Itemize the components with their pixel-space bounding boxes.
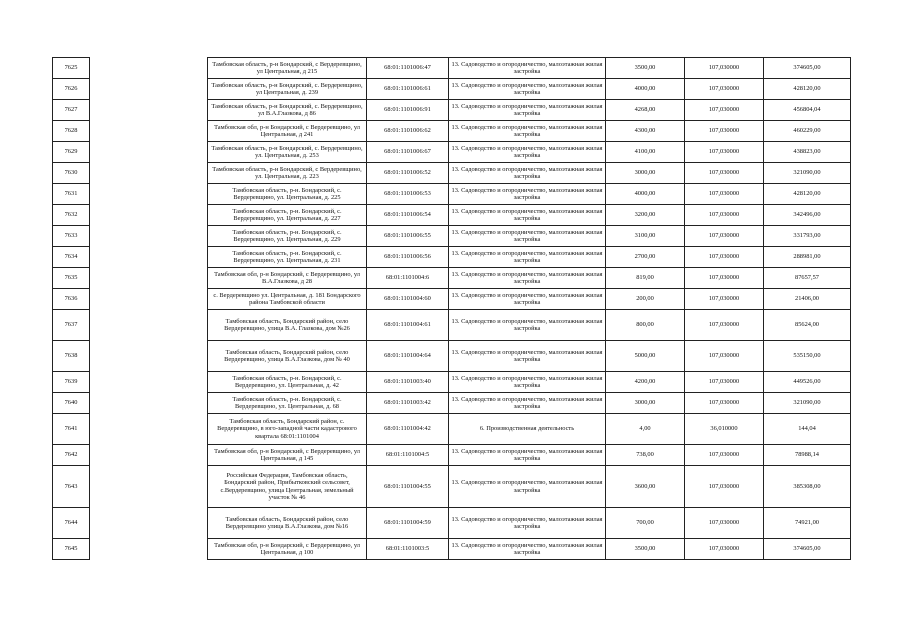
row-number: 7635 [53, 268, 90, 289]
cadastral-value-cell: 428120,00 [764, 184, 851, 205]
address-cell: Российская Федерация, Тамбовская область, Бондарский район, Прибытковский сельсовет, с.Вердеревщино, улица Центральная, земельный участок № 46 [208, 466, 367, 508]
area-cell: 3000,00 [606, 393, 685, 414]
address-cell: Тамбовская область, Бондарский район, село Вердеревщино, улица В.А. Глазкова, дом №26 [208, 310, 367, 341]
specific-value-cell: 107,030000 [685, 341, 764, 372]
table-row [53, 79, 851, 100]
table-row [53, 508, 851, 539]
cadastral-number-cell: 68:01:1101006:61 [367, 79, 449, 100]
cadastral-value-cell: 74921,00 [764, 508, 851, 539]
area-cell: 3000,00 [606, 163, 685, 184]
land-use-cell: 13. Садоводство и огородничество, малоэтажная жилая застройка [449, 289, 606, 310]
address-cell: Тамбовская область, Бондарский район, с. Вердеревщино, в юго-западной части кадастрового квартала 68:01:1101004 [208, 414, 367, 445]
area-cell: 200,00 [606, 289, 685, 310]
row-number: 7639 [53, 372, 90, 393]
cadastral-value-cell: 144,04 [764, 414, 851, 445]
table-row [53, 310, 851, 341]
table-row [53, 466, 851, 508]
row-number: 7645 [53, 539, 90, 560]
address-cell: Тамбовская обл, р-н Бондарский, с Вердеревщино, ул Центральная, д 145 [208, 445, 367, 466]
cadastral-value-cell: 428120,00 [764, 79, 851, 100]
address-cell: Тамбовская область, Бондарский район, село Вердеревщино, улица В.А.Глазкова, дом № 40 [208, 341, 367, 372]
land-use-cell: 13. Садоводство и огородничество, малоэтажная жилая застройка [449, 100, 606, 121]
specific-value-cell: 107,030000 [685, 205, 764, 226]
land-use-cell: 13. Садоводство и огородничество, малоэтажная жилая застройка [449, 268, 606, 289]
cadastral-value-table [52, 57, 851, 560]
land-use-cell: 13. Садоводство и огородничество, малоэтажная жилая застройка [449, 163, 606, 184]
specific-value-cell: 107,030000 [685, 508, 764, 539]
row-number: 7625 [53, 58, 90, 79]
cadastral-value-cell: 374605,00 [764, 539, 851, 560]
cadastral-number-cell: 68:01:1101006:91 [367, 100, 449, 121]
area-cell: 700,00 [606, 508, 685, 539]
land-use-cell: 13. Садоводство и огородничество, малоэтажная жилая застройка [449, 205, 606, 226]
row-number: 7644 [53, 508, 90, 539]
cadastral-value-cell: 321090,00 [764, 163, 851, 184]
cadastral-value-cell: 438823,00 [764, 142, 851, 163]
address-cell: Тамбовская область, р-н Бондарский, с. Вердеревщино, ул Центральная, д. 239 [208, 79, 367, 100]
land-use-cell: 13. Садоводство и огородничество, малоэтажная жилая застройка [449, 372, 606, 393]
table-row [53, 58, 851, 79]
specific-value-cell: 107,030000 [685, 372, 764, 393]
land-use-cell: 13. Садоводство и огородничество, малоэтажная жилая застройка [449, 184, 606, 205]
row-number: 7643 [53, 466, 90, 508]
row-number: 7642 [53, 445, 90, 466]
specific-value-cell: 107,030000 [685, 142, 764, 163]
cadastral-value-cell: 85624,00 [764, 310, 851, 341]
spacer-cell [90, 445, 208, 466]
address-cell: Тамбовская область, р-н Бондарский, с Вердеревщино, ул. Центральная, д. 223 [208, 163, 367, 184]
area-cell: 5000,00 [606, 341, 685, 372]
row-number: 7640 [53, 393, 90, 414]
cadastral-number-cell: 68:01:1101004:64 [367, 341, 449, 372]
land-use-cell: 13. Садоводство и огородничество, малоэтажная жилая застройка [449, 247, 606, 268]
spacer-cell [90, 100, 208, 121]
spacer-cell [90, 414, 208, 445]
spacer-cell [90, 372, 208, 393]
area-cell: 4268,00 [606, 100, 685, 121]
specific-value-cell: 107,030000 [685, 163, 764, 184]
row-number: 7631 [53, 184, 90, 205]
table-row [53, 205, 851, 226]
area-cell: 819,00 [606, 268, 685, 289]
spacer-cell [90, 393, 208, 414]
area-cell: 4000,00 [606, 79, 685, 100]
address-cell: Тамбовская область, р-н. Бондарский, с. Вердеревщино, ул. Центральная, д. 68 [208, 393, 367, 414]
cadastral-value-cell: 288981,00 [764, 247, 851, 268]
specific-value-cell: 107,030000 [685, 393, 764, 414]
cadastral-number-cell: 68:01:1101006:56 [367, 247, 449, 268]
cadastral-number-cell: 68:01:1101006:55 [367, 226, 449, 247]
specific-value-cell: 107,030000 [685, 289, 764, 310]
address-cell: Тамбовская область, р-н. Бондарский, с. Вердеревщино, ул. Центральная, д. 227 [208, 205, 367, 226]
spacer-cell [90, 205, 208, 226]
area-cell: 4,00 [606, 414, 685, 445]
land-use-cell: 13. Садоводство и огородничество, малоэтажная жилая застройка [449, 539, 606, 560]
spacer-cell [90, 341, 208, 372]
specific-value-cell: 107,030000 [685, 100, 764, 121]
spacer-cell [90, 289, 208, 310]
cadastral-value-cell: 78988,14 [764, 445, 851, 466]
land-use-cell: 13. Садоводство и огородничество, малоэтажная жилая застройка [449, 466, 606, 508]
address-cell: Тамбовская область, р-н. Бондарский, с. Вердеревщино, ул. Центральная, д. 229 [208, 226, 367, 247]
cadastral-number-cell: 68:01:1101004:6 [367, 268, 449, 289]
specific-value-cell: 107,030000 [685, 539, 764, 560]
cadastral-number-cell: 68:01:1101006:62 [367, 121, 449, 142]
cadastral-number-cell: 68:01:1101006:53 [367, 184, 449, 205]
spacer-cell [90, 79, 208, 100]
cadastral-value-cell: 449526,00 [764, 372, 851, 393]
specific-value-cell: 36,010000 [685, 414, 764, 445]
specific-value-cell: 107,030000 [685, 268, 764, 289]
area-cell: 4300,00 [606, 121, 685, 142]
specific-value-cell: 107,030000 [685, 58, 764, 79]
cadastral-value-cell: 460229,00 [764, 121, 851, 142]
address-cell: Тамбовская область, Бондарский район, село Вердеревщино улица В.А.Глазкова, дом №16 [208, 508, 367, 539]
cadastral-number-cell: 68:01:1101004:55 [367, 466, 449, 508]
spacer-cell [90, 268, 208, 289]
specific-value-cell: 107,030000 [685, 310, 764, 341]
spacer-cell [90, 466, 208, 508]
area-cell: 800,00 [606, 310, 685, 341]
address-cell: Тамбовская область, р-н Бондарский, с. Вердеревщино, ул В.А.Глазкова, д 86 [208, 100, 367, 121]
row-number: 7626 [53, 79, 90, 100]
area-cell: 4000,00 [606, 184, 685, 205]
spacer-cell [90, 184, 208, 205]
address-cell: Тамбовская обл, р-н Бондарский, с Вердеревщино, ул В.А.Глазкова, д 28 [208, 268, 367, 289]
spacer-cell [90, 310, 208, 341]
row-number: 7636 [53, 289, 90, 310]
cadastral-number-cell: 68:01:1101006:47 [367, 58, 449, 79]
area-cell: 2700,00 [606, 247, 685, 268]
area-cell: 3600,00 [606, 466, 685, 508]
cadastral-number-cell: 68:01:1101004:5 [367, 445, 449, 466]
cadastral-value-cell: 374605,00 [764, 58, 851, 79]
land-use-cell: 6. Производственная деятельность [449, 414, 606, 445]
area-cell: 3500,00 [606, 58, 685, 79]
cadastral-value-cell: 87657,57 [764, 268, 851, 289]
table-row [53, 226, 851, 247]
address-cell: Тамбовская обл, р-н Бондарский, с Вердеревщино, ул Центральная, д 100 [208, 539, 367, 560]
address-cell: с. Вердеревщино ул. Центральная, д. 181 Бондарского района Тамбовской области [208, 289, 367, 310]
cadastral-number-cell: 68:01:1101006:67 [367, 142, 449, 163]
table-row [53, 100, 851, 121]
area-cell: 738,00 [606, 445, 685, 466]
cadastral-value-cell: 321090,00 [764, 393, 851, 414]
cadastral-number-cell: 68:01:1101003:42 [367, 393, 449, 414]
address-cell: Тамбовская область, р-н. Бондарский, с. Вердеревщино, ул. Центральная, д. 231 [208, 247, 367, 268]
cadastral-number-cell: 68:01:1101006:54 [367, 205, 449, 226]
address-cell: Тамбовская область, р-н. Бондарский, с. Вердеревщино, ул. Центральная, д. 42 [208, 372, 367, 393]
specific-value-cell: 107,030000 [685, 121, 764, 142]
table-row [53, 539, 851, 560]
land-use-cell: 13. Садоводство и огородничество, малоэтажная жилая застройка [449, 142, 606, 163]
table-row [53, 372, 851, 393]
table-row [53, 247, 851, 268]
area-cell: 3200,00 [606, 205, 685, 226]
land-use-cell: 13. Садоводство и огородничество, малоэтажная жилая застройка [449, 445, 606, 466]
row-number: 7629 [53, 142, 90, 163]
row-number: 7632 [53, 205, 90, 226]
land-use-cell: 13. Садоводство и огородничество, малоэтажная жилая застройка [449, 310, 606, 341]
spacer-cell [90, 121, 208, 142]
area-cell: 4200,00 [606, 372, 685, 393]
land-use-cell: 13. Садоводство и огородничество, малоэтажная жилая застройка [449, 393, 606, 414]
table-row [53, 163, 851, 184]
land-use-cell: 13. Садоводство и огородничество, малоэтажная жилая застройка [449, 58, 606, 79]
row-number: 7641 [53, 414, 90, 445]
table-row [53, 393, 851, 414]
specific-value-cell: 107,030000 [685, 184, 764, 205]
specific-value-cell: 107,030000 [685, 466, 764, 508]
spacer-cell [90, 226, 208, 247]
land-use-cell: 13. Садоводство и огородничество, малоэтажная жилая застройка [449, 508, 606, 539]
cadastral-number-cell: 68:01:1101003:40 [367, 372, 449, 393]
table-row [53, 414, 851, 445]
land-use-cell: 13. Садоводство и огородничество, малоэтажная жилая застройка [449, 121, 606, 142]
cadastral-number-cell: 68:01:1101004:42 [367, 414, 449, 445]
cadastral-value-cell: 331793,00 [764, 226, 851, 247]
table-body [53, 58, 851, 560]
table-row [53, 289, 851, 310]
row-number: 7630 [53, 163, 90, 184]
row-number: 7627 [53, 100, 90, 121]
land-use-cell: 13. Садоводство и огородничество, малоэтажная жилая застройка [449, 226, 606, 247]
table-row [53, 445, 851, 466]
spacer-cell [90, 163, 208, 184]
table-row [53, 268, 851, 289]
cadastral-value-cell: 342496,00 [764, 205, 851, 226]
row-number: 7634 [53, 247, 90, 268]
specific-value-cell: 107,030000 [685, 247, 764, 268]
address-cell: Тамбовская область, р-н. Бондарский, с. Вердеревщино, ул. Центральная, д. 225 [208, 184, 367, 205]
area-cell: 3500,00 [606, 539, 685, 560]
table-row [53, 341, 851, 372]
address-cell: Тамбовская область, р-н Бондарский, с. Вердеревщино, ул. Центральная, д. 253 [208, 142, 367, 163]
specific-value-cell: 107,030000 [685, 79, 764, 100]
row-number: 7637 [53, 310, 90, 341]
row-number: 7628 [53, 121, 90, 142]
land-use-cell: 13. Садоводство и огородничество, малоэтажная жилая застройка [449, 79, 606, 100]
cadastral-value-cell: 456804,04 [764, 100, 851, 121]
cadastral-value-cell: 535150,00 [764, 341, 851, 372]
address-cell: Тамбовская обл, р-н Бондарский, с Вердеревщино, ул Центральная, д 241 [208, 121, 367, 142]
spacer-cell [90, 508, 208, 539]
spacer-cell [90, 58, 208, 79]
spacer-cell [90, 142, 208, 163]
area-cell: 3100,00 [606, 226, 685, 247]
row-number: 7633 [53, 226, 90, 247]
specific-value-cell: 107,030000 [685, 445, 764, 466]
cadastral-value-cell: 21406,00 [764, 289, 851, 310]
row-number: 7638 [53, 341, 90, 372]
cadastral-number-cell: 68:01:1101004:59 [367, 508, 449, 539]
cadastral-number-cell: 68:01:1101003:5 [367, 539, 449, 560]
cadastral-value-cell: 385308,00 [764, 466, 851, 508]
cadastral-number-cell: 68:01:1101004:60 [367, 289, 449, 310]
table-row [53, 142, 851, 163]
land-use-cell: 13. Садоводство и огородничество, малоэтажная жилая застройка [449, 341, 606, 372]
area-cell: 4100,00 [606, 142, 685, 163]
address-cell: Тамбовская область, р-н Бондарский, с Вердеревщино, ул Центральная, д 215 [208, 58, 367, 79]
spacer-cell [90, 247, 208, 268]
specific-value-cell: 107,030000 [685, 226, 764, 247]
cadastral-number-cell: 68:01:1101006:52 [367, 163, 449, 184]
cadastral-number-cell: 68:01:1101004:61 [367, 310, 449, 341]
spacer-cell [90, 539, 208, 560]
table-row [53, 184, 851, 205]
table-row [53, 121, 851, 142]
